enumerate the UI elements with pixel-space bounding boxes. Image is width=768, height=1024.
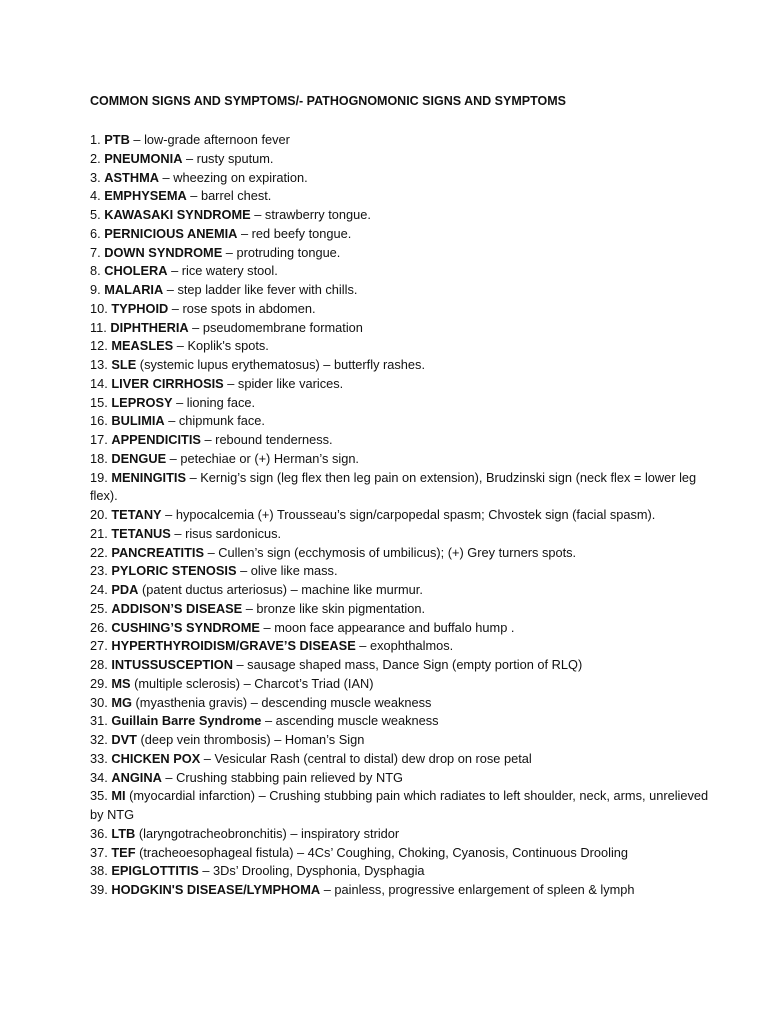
item-number: 27. bbox=[90, 638, 112, 654]
item-number: 6. bbox=[90, 225, 105, 241]
list-item bbox=[90, 675, 710, 694]
sign-description: (multiple sclerosis) – Charcot’s Triad (IAN) bbox=[130, 675, 374, 691]
item-number: 17. bbox=[90, 432, 112, 447]
condition-name: ASTHMA bbox=[104, 169, 159, 185]
condition-name: EPIGLOTTITIS bbox=[111, 863, 199, 879]
condition-name: HYPERTHYROIDISM/GRAVE’S DISEASE bbox=[111, 638, 356, 654]
condition-name: DIPHTHERIA bbox=[110, 319, 189, 335]
item-number: 18. bbox=[90, 450, 112, 466]
sign-description: – exophthalmos. bbox=[355, 638, 454, 654]
sign-description: – spider like varices. bbox=[223, 375, 344, 391]
condition-name: HODGKIN'S DISEASE/LYMPHOMA bbox=[111, 882, 321, 897]
item-number: 3. bbox=[90, 169, 105, 185]
sign-description: – petechiae or (+) Herman’s sign. bbox=[166, 450, 359, 466]
list-item bbox=[90, 319, 710, 338]
sign-description: (myasthenia gravis) – descending muscle weakness bbox=[131, 694, 432, 710]
item-number: 25. bbox=[90, 600, 112, 616]
list-item bbox=[90, 206, 710, 225]
sign-description: – risus sardonicus. bbox=[170, 525, 282, 541]
sign-description: – strawberry tongue. bbox=[250, 207, 371, 222]
list-item bbox=[90, 244, 710, 263]
item-number: 9. bbox=[90, 282, 105, 297]
list-item bbox=[90, 356, 710, 375]
condition-name: PYLORIC STENOSIS bbox=[111, 563, 237, 579]
condition-name: APPENDICITIS bbox=[111, 432, 201, 447]
item-number: 13. bbox=[90, 357, 112, 372]
item-number: 37. bbox=[90, 844, 112, 860]
item-number: 21. bbox=[90, 525, 112, 541]
sign-description: (tracheoesophageal fistula) – 4Cs’ Coughing, Choking, Cyanosis, Continuous Drooling bbox=[135, 844, 629, 860]
condition-name: TYPHOID bbox=[111, 300, 169, 316]
condition-name: CHICKEN POX bbox=[111, 750, 201, 766]
list-item bbox=[90, 469, 710, 507]
list-item bbox=[90, 187, 710, 206]
list-item bbox=[90, 731, 710, 750]
sign-description: – pseudomembrane formation bbox=[188, 319, 363, 335]
condition-name: BULIMIA bbox=[111, 413, 165, 429]
sign-description: – step ladder like fever with chills. bbox=[163, 282, 358, 297]
list-item bbox=[90, 525, 710, 544]
condition-name: TEF bbox=[111, 844, 136, 860]
document-title: COMMON SIGNS AND SYMPTOMS/- PATHOGNOMONIC SIGNS AND SYMPTOMS bbox=[90, 94, 566, 108]
list-item bbox=[90, 637, 710, 656]
list-item bbox=[90, 694, 710, 713]
list-item bbox=[90, 262, 710, 281]
condition-name: LEPROSY bbox=[111, 394, 173, 410]
condition-name: ANGINA bbox=[111, 769, 162, 785]
list-item bbox=[90, 150, 710, 169]
sign-description: (deep vein thrombosis) – Homan’s Sign bbox=[136, 732, 365, 747]
item-number: 8. bbox=[90, 263, 105, 279]
item-number: 24. bbox=[90, 582, 112, 597]
item-number: 7. bbox=[90, 244, 105, 260]
condition-name: CHOLERA bbox=[104, 263, 168, 279]
item-number: 19. bbox=[90, 469, 112, 485]
item-number: 35. bbox=[90, 788, 112, 804]
sign-description: – ascending muscle weakness bbox=[261, 713, 439, 729]
item-number: 20. bbox=[90, 507, 112, 522]
item-number: 14. bbox=[90, 375, 112, 391]
sign-description: – chipmunk face. bbox=[164, 413, 265, 429]
item-number: 23. bbox=[90, 563, 112, 579]
sign-description: – Vesicular Rash (central to distal) dew drop on rose petal bbox=[200, 750, 532, 766]
condition-name: DENGUE bbox=[111, 450, 167, 466]
sign-description: – sausage shaped mass, Dance Sign (empty portion of RLQ) bbox=[232, 657, 583, 672]
condition-name: PNEUMONIA bbox=[104, 150, 183, 166]
list-item bbox=[90, 562, 710, 581]
list-item bbox=[90, 619, 710, 638]
condition-name: MALARIA bbox=[104, 282, 164, 297]
list-item bbox=[90, 600, 710, 619]
list-item bbox=[90, 712, 710, 731]
sign-description: (patent ductus arteriosus) – machine like murmur. bbox=[138, 582, 423, 597]
sign-description: – moon face appearance and buffalo hump . bbox=[259, 619, 515, 635]
list-item bbox=[90, 300, 710, 319]
sign-description: – barrel chest. bbox=[186, 188, 272, 204]
condition-name: CUSHING’S SYNDROME bbox=[111, 619, 260, 635]
list-item bbox=[90, 844, 710, 863]
item-number: 39. bbox=[90, 882, 112, 897]
sign-description: – rose spots in abdomen. bbox=[168, 300, 316, 316]
list-item bbox=[90, 412, 710, 431]
condition-name: PANCREATITIS bbox=[111, 544, 205, 560]
condition-name: SLE bbox=[111, 357, 137, 372]
condition-name: ADDISON’S DISEASE bbox=[111, 600, 243, 616]
sign-description: – Crushing stabbing pain relieved by NTG bbox=[161, 769, 403, 785]
item-number: 32. bbox=[90, 732, 112, 747]
sign-description: – Koplik's spots. bbox=[173, 338, 269, 354]
item-number: 10. bbox=[90, 300, 112, 316]
item-number: 29. bbox=[90, 675, 112, 691]
item-number: 26. bbox=[90, 619, 112, 635]
condition-name: Guillain Barre Syndrome bbox=[111, 713, 262, 729]
condition-name: LTB bbox=[111, 825, 136, 841]
list-item bbox=[90, 450, 710, 469]
list-item bbox=[90, 337, 710, 356]
sign-description: – rebound tenderness. bbox=[200, 432, 333, 447]
item-number: 11. bbox=[90, 319, 111, 335]
item-number: 15. bbox=[90, 394, 112, 410]
sign-description: – rice watery stool. bbox=[167, 263, 278, 279]
sign-description: – red beefy tongue. bbox=[237, 225, 352, 241]
item-number: 28. bbox=[90, 657, 112, 672]
condition-name: PDA bbox=[111, 582, 139, 597]
condition-name: MG bbox=[111, 694, 132, 710]
list-item bbox=[90, 506, 710, 525]
item-number: 38. bbox=[90, 863, 112, 879]
condition-name: TETANUS bbox=[111, 525, 171, 541]
item-number: 2. bbox=[90, 150, 105, 166]
item-number: 30. bbox=[90, 694, 112, 710]
list-item bbox=[90, 131, 710, 150]
item-number: 34. bbox=[90, 769, 112, 785]
sign-description: – bronze like skin pigmentation. bbox=[242, 600, 426, 616]
condition-name: EMPHYSEMA bbox=[104, 188, 187, 204]
sign-description: – low-grade afternoon fever bbox=[129, 132, 290, 147]
sign-description: – protruding tongue. bbox=[222, 244, 341, 260]
list-item bbox=[90, 169, 710, 188]
sign-description: – rusty sputum. bbox=[182, 150, 274, 166]
item-number: 16. bbox=[90, 413, 112, 429]
item-number: 31. bbox=[90, 713, 112, 729]
condition-name: MEASLES bbox=[111, 338, 174, 354]
list-item bbox=[90, 750, 710, 769]
list-item bbox=[90, 825, 710, 844]
condition-name: PERNICIOUS ANEMIA bbox=[104, 225, 238, 241]
list-item bbox=[90, 431, 710, 450]
condition-name: DOWN SYNDROME bbox=[104, 244, 223, 260]
sign-description: (systemic lupus erythematosus) – butterfly rashes. bbox=[136, 357, 425, 372]
condition-name: MENINGITIS bbox=[111, 469, 187, 485]
sign-description: – lioning face. bbox=[172, 394, 256, 410]
list-item bbox=[90, 769, 710, 788]
condition-name: MI bbox=[111, 788, 126, 804]
sign-description: – Cullen’s sign (ecchymosis of umbilicus); (+) Grey turners spots. bbox=[204, 544, 577, 560]
item-number: 1. bbox=[90, 132, 105, 147]
item-number: 4. bbox=[90, 188, 105, 204]
document-page bbox=[90, 93, 710, 900]
list-item bbox=[90, 881, 710, 900]
item-number: 5. bbox=[90, 207, 105, 222]
list-item bbox=[90, 581, 710, 600]
list-item bbox=[90, 225, 710, 244]
sign-description: (myocardial infarction) – Crushing stubbing pain which radiates to left shoulder, neck, arms, unrelieved by NTG bbox=[90, 788, 709, 822]
list-item bbox=[90, 281, 710, 300]
list-item bbox=[90, 656, 710, 675]
sign-description: – hypocalcemia (+) Trousseau’s sign/carpopedal spasm; Chvostek sign (facial spasm). bbox=[161, 507, 656, 522]
list-item bbox=[90, 375, 710, 394]
condition-name: LIVER CIRRHOSIS bbox=[111, 375, 224, 391]
condition-name: INTUSSUSCEPTION bbox=[111, 657, 233, 672]
list-item bbox=[90, 544, 710, 563]
list-item bbox=[90, 787, 710, 825]
list-item bbox=[90, 862, 710, 881]
sign-description: – Kernig’s sign (leg flex then leg pain on extension), Brudzinski sign (neck flex = lower leg flex). bbox=[90, 469, 697, 504]
item-number: 22. bbox=[90, 544, 112, 560]
condition-name: DVT bbox=[111, 732, 137, 747]
sign-symptom-list bbox=[90, 131, 710, 900]
sign-description: – olive like mass. bbox=[236, 563, 338, 579]
item-number: 33. bbox=[90, 750, 112, 766]
sign-description: (laryngotracheobronchitis) – inspiratory stridor bbox=[135, 825, 400, 841]
item-number: 12. bbox=[90, 338, 112, 354]
item-number: 36. bbox=[90, 825, 112, 841]
sign-description: – wheezing on expiration. bbox=[158, 169, 308, 185]
condition-name: PTB bbox=[104, 132, 130, 147]
sign-description: – painless, progressive enlargement of spleen & lymph bbox=[320, 882, 635, 897]
condition-name: MS bbox=[111, 675, 131, 691]
condition-name: TETANY bbox=[111, 507, 162, 522]
list-item bbox=[90, 394, 710, 413]
sign-description: – 3Ds’ Drooling, Dysphonia, Dysphagia bbox=[198, 863, 425, 879]
condition-name: KAWASAKI SYNDROME bbox=[104, 207, 251, 222]
